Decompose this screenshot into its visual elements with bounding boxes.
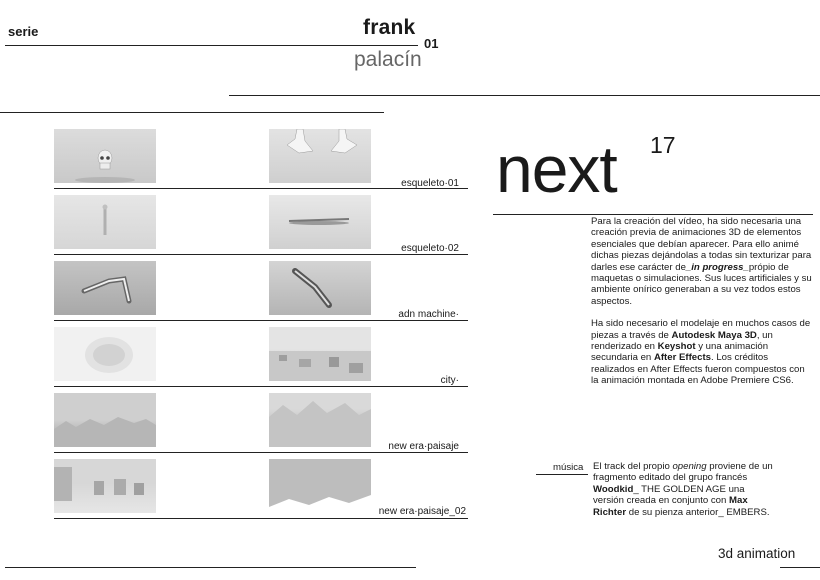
row-rule bbox=[54, 518, 468, 519]
row-rule bbox=[54, 452, 468, 453]
skeleton-standing-thumbnail[interactable] bbox=[54, 195, 156, 249]
text-run: _ THE GOLDEN AGE una versión creada en conjunto con bbox=[593, 483, 745, 507]
text-run: , un renderizado en bbox=[591, 329, 773, 353]
caption-new-era-paisaje-02: new era·paisaje_02 bbox=[378, 506, 466, 517]
description-paragraph-1 bbox=[591, 216, 813, 307]
category-label: 3d animation bbox=[718, 546, 796, 561]
music-label: música bbox=[553, 462, 584, 473]
city-blocks-thumbnail[interactable] bbox=[269, 327, 371, 381]
divider-rule bbox=[229, 95, 820, 96]
robot-arm-closeup-thumbnail[interactable] bbox=[269, 261, 371, 315]
text-run: El track del propio bbox=[593, 461, 673, 472]
caption-adn-machine: adn machine· bbox=[398, 309, 459, 320]
description-text bbox=[591, 216, 813, 398]
title-rule bbox=[493, 214, 813, 215]
text-run: Woodkid bbox=[593, 483, 634, 495]
text-run: própio de maquetas o simulaciones. Sus luces artificiales y su ambiente onírico generaban a su vez todos estos aspectos. bbox=[591, 261, 812, 307]
footer-rule bbox=[780, 567, 820, 568]
text-run: opening bbox=[672, 461, 707, 472]
text-run: Para la creación del vídeo, ha sido necesaria una creación previa de animaciones 3D de elementos esenciales que debían aparecer. Para ello animé dichas piezas dejándolas a todas sin texturizar para darles ese carácter de bbox=[591, 216, 812, 273]
row-rule bbox=[54, 386, 468, 387]
divider-rule bbox=[0, 112, 384, 113]
caption-new-era-paisaje: new era·paisaje bbox=[388, 441, 459, 452]
landscape-thumbnail[interactable] bbox=[54, 393, 156, 447]
text-run: Max Richter bbox=[593, 495, 748, 518]
author-last-name: palacín bbox=[354, 48, 422, 71]
row-rule bbox=[54, 254, 468, 255]
issue-number: 01 bbox=[424, 36, 439, 51]
text-run: . Los créditos realizados en After Effects fueron compuestos con la animación montada en Adobe Premiere CS6. bbox=[591, 352, 805, 387]
skeleton-lying-thumbnail[interactable] bbox=[269, 195, 371, 249]
terrain-topdown-thumbnail[interactable] bbox=[269, 459, 371, 513]
footer-rule bbox=[5, 567, 416, 568]
caption-city: city· bbox=[440, 375, 459, 386]
hands-render-thumbnail[interactable] bbox=[269, 129, 371, 183]
text-run: Autodesk Maya 3D bbox=[671, 329, 757, 341]
text-run: After Effects bbox=[653, 352, 711, 364]
music-label-rule bbox=[536, 474, 588, 475]
project-number: 17 bbox=[650, 132, 676, 158]
description-paragraph-2 bbox=[591, 318, 813, 386]
caption-esqueleto-01: esqueleto·01 bbox=[401, 178, 459, 189]
project-title: next bbox=[496, 132, 617, 206]
robot-arm-thumbnail[interactable] bbox=[54, 261, 156, 315]
text-run: Keyshot bbox=[657, 341, 696, 353]
series-label: serie bbox=[8, 24, 39, 39]
row-rule bbox=[54, 320, 468, 321]
skull-render-thumbnail[interactable] bbox=[54, 129, 156, 183]
header-rule bbox=[5, 45, 418, 46]
dna-letters-thumbnail[interactable] bbox=[54, 327, 156, 381]
text-run: y una animación secundaria en bbox=[591, 341, 769, 364]
music-text bbox=[593, 461, 773, 518]
desert-buildings-thumbnail[interactable] bbox=[54, 459, 156, 513]
caption-esqueleto-02: esqueleto·02 bbox=[401, 243, 459, 254]
text-run: de su pienza anterior_ EMBERS. bbox=[626, 506, 770, 518]
landscape-mountains-thumbnail[interactable] bbox=[269, 393, 371, 447]
text-run: proviene de un fragmento editado del grupo francés bbox=[593, 461, 773, 484]
text-run: _in progress_ bbox=[685, 261, 749, 273]
author-first-name: frank bbox=[363, 16, 416, 39]
text-run: Ha sido necesario el modelaje en muchos casos de piezas a través de bbox=[591, 318, 811, 341]
